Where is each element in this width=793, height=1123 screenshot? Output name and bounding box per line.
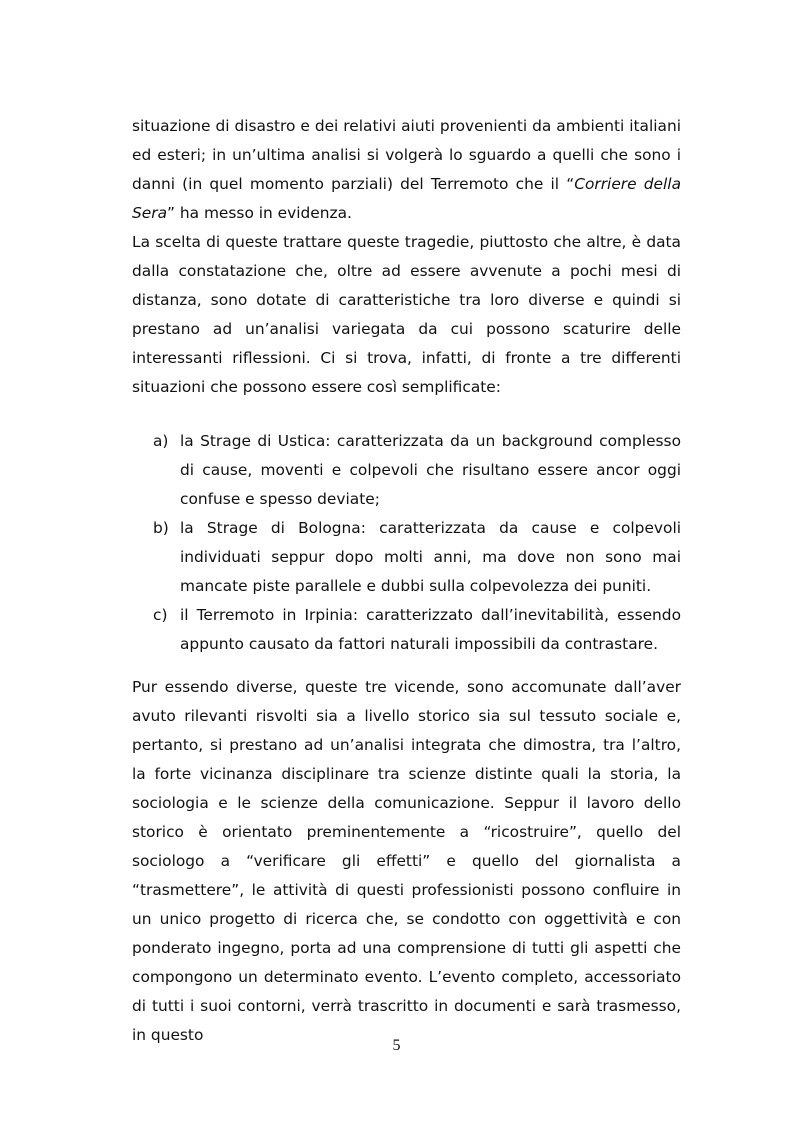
list-marker: a) xyxy=(153,432,169,450)
list-item xyxy=(153,427,681,514)
list-item xyxy=(153,601,681,659)
intro-section xyxy=(132,112,681,402)
list-item-text: la Strage di Ustica: caratterizzata da un background complesso di cause, moventi e colpevoli che risultano essere ancor oggi confuse e spesso deviate; xyxy=(180,432,681,508)
paragraph-choice-rationale: La scelta di queste trattare queste tragedie, piuttosto che altre, è data dalla constatazione che, oltre ad essere avvenute a pochi mesi di distanza, sono dotate di caratteristiche tra loro diverse e quindi si prestano ad un’analisi variegata da cui possono scaturire delle interessanti riflessioni. Ci si trova, infatti, di fronte a tre differenti situazioni che possono essere così semplificate: xyxy=(132,233,681,396)
closing-section xyxy=(132,673,681,1050)
list-marker: b) xyxy=(153,519,169,537)
list-item-text: la Strage di Bologna: caratterizzata da cause e colpevoli individuati seppur dopo molti anni, ma dove non sono mai mancate piste parallele e dubbi sulla colpevolezza dei puniti. xyxy=(180,519,681,595)
cases-list xyxy=(153,427,681,659)
list-item xyxy=(153,514,681,601)
paragraph-text: situazione di disastro e dei relativi aiuti provenienti da ambienti italiani ed esteri; in un’ultima analisi si volgerà lo sguardo a quelli che sono i danni (in quel momento parziali) del Terremoto che il “ xyxy=(132,117,681,193)
paragraph-continuation xyxy=(132,112,681,228)
paragraph-disciplines: Pur essendo diverse, queste tre vicende, sono accomunate dall’aver avuto rilevanti risvolti sia a livello storico sia sul tessuto sociale e, pertanto, si prestano ad un’analisi integrata che dimostra, tra l’altro, la forte vicinanza disciplinare tra scienze distinte quali la storia, la sociologia e le scienze della comunicazione. Seppur il lavoro dello storico è orientato preminentemente a “ricostruire”, quello del sociologo a “verificare gli effetti” e quello del giornalista a “trasmettere”, le attività di questi professionisti possono confluire in un unico progetto di ricerca che, se condotto con oggettività e con ponderato ingegno, porta ad una comprensione di tutti gli aspetti che compongono un determinato evento. L’evento completo, accessoriato di tutti i suoi contorni, verrà trascritto in documenti e sarà trasmesso, in questo xyxy=(132,678,681,1044)
paragraph-text: ” ha messo in evidenza. xyxy=(167,204,352,222)
list-item-text: il Terremoto in Irpinia: caratterizzato dall’inevitabilità, essendo appunto causato da fattori naturali impossibili da contrastare. xyxy=(180,606,681,653)
page-number: 5 xyxy=(392,1037,401,1054)
newspaper-title: Corriere della Sera xyxy=(132,175,681,222)
list-marker: c) xyxy=(153,606,168,624)
